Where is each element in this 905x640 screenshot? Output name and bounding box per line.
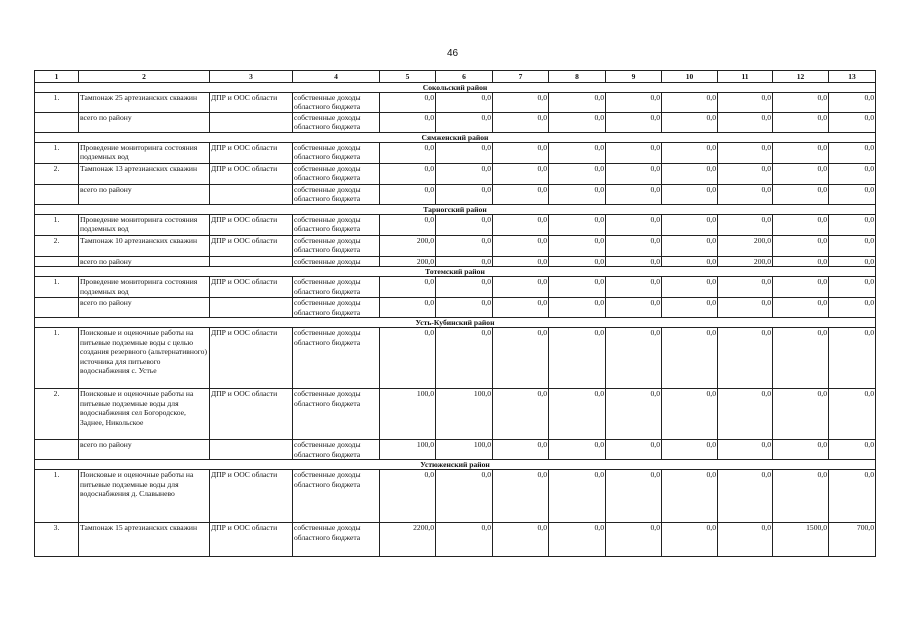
amount-cell: 0,0: [606, 256, 662, 266]
work-name-cell: Проведение мониторинга состояния подземных вод: [79, 277, 210, 298]
row-number-cell: 2.: [35, 163, 79, 184]
amount-cell: 0,0: [662, 523, 718, 557]
amount-cell: 0,0: [493, 214, 549, 235]
amount-cell: 0,0: [829, 298, 876, 318]
amount-cell: 0,0: [829, 277, 876, 298]
amount-cell: 0,0: [549, 523, 606, 557]
amount-cell: 0,0: [380, 184, 436, 204]
funding-source-cell: собственные доходы областного бюджета: [293, 470, 380, 523]
amount-cell: 0,0: [493, 440, 549, 460]
amount-cell: 0,0: [493, 184, 549, 204]
funding-source-cell: собственные доходы областного бюджета: [293, 523, 380, 557]
amount-cell: 0,0: [662, 277, 718, 298]
amount-cell: 0,0: [718, 163, 773, 184]
funding-source-cell: собственные доходы: [293, 256, 380, 266]
table-row: [35, 184, 876, 204]
district-name: Сямженский район: [35, 132, 876, 142]
amount-cell: 0,0: [662, 440, 718, 460]
row-number-cell: [35, 112, 79, 132]
column-header: 12: [773, 71, 829, 83]
amount-cell: 0,0: [773, 256, 829, 266]
amount-cell: 0,0: [436, 235, 493, 256]
work-name-cell: Тампонаж 15 артезианских скважин: [79, 523, 210, 557]
amount-cell: 0,0: [773, 389, 829, 440]
amount-cell: 0,0: [829, 440, 876, 460]
amount-cell: 0,0: [493, 235, 549, 256]
executor-cell: ДПР и ООС области: [210, 142, 293, 163]
amount-cell: 0,0: [493, 163, 549, 184]
funding-source-cell: собственные доходы областного бюджета: [293, 235, 380, 256]
amount-cell: 0,0: [718, 214, 773, 235]
amount-cell: 0,0: [606, 184, 662, 204]
amount-cell: 0,0: [718, 470, 773, 523]
amount-cell: 0,0: [773, 440, 829, 460]
amount-cell: 0,0: [380, 214, 436, 235]
district-header-row: [35, 83, 876, 93]
amount-cell: 0,0: [606, 277, 662, 298]
amount-cell: 0,0: [718, 184, 773, 204]
table-row: [35, 214, 876, 235]
funding-source-cell: собственные доходы областного бюджета: [293, 142, 380, 163]
funding-source-cell: собственные доходы областного бюджета: [293, 298, 380, 318]
row-number-cell: 1.: [35, 328, 79, 389]
amount-cell: 0,0: [549, 142, 606, 163]
executor-cell: [210, 112, 293, 132]
amount-cell: 0,0: [549, 470, 606, 523]
amount-cell: 0,0: [436, 328, 493, 389]
amount-cell: 0,0: [718, 389, 773, 440]
amount-cell: 700,0: [829, 523, 876, 557]
executor-cell: ДПР и ООС области: [210, 523, 293, 557]
amount-cell: 0,0: [773, 277, 829, 298]
amount-cell: 0,0: [718, 277, 773, 298]
district-name: Устюженский район: [35, 460, 876, 470]
amount-cell: 100,0: [436, 389, 493, 440]
amount-cell: 0,0: [436, 470, 493, 523]
amount-cell: 0,0: [380, 328, 436, 389]
amount-cell: 0,0: [718, 440, 773, 460]
amount-cell: 0,0: [662, 298, 718, 318]
column-header: 4: [293, 71, 380, 83]
amount-cell: 0,0: [662, 235, 718, 256]
district-name: Тотемский район: [35, 267, 876, 277]
amount-cell: 0,0: [773, 328, 829, 389]
executor-cell: [210, 184, 293, 204]
row-number-cell: 2.: [35, 389, 79, 440]
amount-cell: 0,0: [773, 142, 829, 163]
amount-cell: 1500,0: [773, 523, 829, 557]
amount-cell: 0,0: [829, 112, 876, 132]
column-header: 8: [549, 71, 606, 83]
amount-cell: 0,0: [493, 470, 549, 523]
amount-cell: 0,0: [829, 214, 876, 235]
amount-cell: 0,0: [606, 142, 662, 163]
amount-cell: 100,0: [380, 389, 436, 440]
table-row: [35, 256, 876, 266]
amount-cell: 0,0: [718, 142, 773, 163]
amount-cell: 0,0: [606, 163, 662, 184]
amount-cell: 0,0: [606, 328, 662, 389]
amount-cell: 0,0: [380, 112, 436, 132]
amount-cell: 0,0: [829, 389, 876, 440]
amount-cell: 0,0: [436, 142, 493, 163]
district-header-row: [35, 318, 876, 328]
amount-cell: 0,0: [718, 298, 773, 318]
district-name: Усть-Кубинский район: [35, 318, 876, 328]
amount-cell: 0,0: [549, 256, 606, 266]
amount-cell: 0,0: [773, 235, 829, 256]
amount-cell: 0,0: [773, 93, 829, 113]
table-row: [35, 389, 876, 440]
amount-cell: 0,0: [549, 112, 606, 132]
work-name-cell: Тампонаж 10 артезианских скважин: [79, 235, 210, 256]
amount-cell: 0,0: [549, 214, 606, 235]
executor-cell: [210, 298, 293, 318]
executor-cell: ДПР и ООС области: [210, 163, 293, 184]
row-number-cell: [35, 184, 79, 204]
table-row: [35, 440, 876, 460]
column-header: 9: [606, 71, 662, 83]
amount-cell: 0,0: [606, 389, 662, 440]
table-body: [35, 71, 876, 557]
amount-cell: 0,0: [829, 256, 876, 266]
amount-cell: 0,0: [436, 214, 493, 235]
amount-cell: 0,0: [380, 470, 436, 523]
amount-cell: 0,0: [829, 184, 876, 204]
amount-cell: 0,0: [662, 112, 718, 132]
funding-source-cell: собственные доходы областного бюджета: [293, 214, 380, 235]
executor-cell: ДПР и ООС области: [210, 277, 293, 298]
amount-cell: 0,0: [773, 163, 829, 184]
amount-cell: 0,0: [829, 470, 876, 523]
amount-cell: 0,0: [773, 470, 829, 523]
work-name-cell: Тампонаж 13 артезианских скважин: [79, 163, 210, 184]
executor-cell: [210, 440, 293, 460]
amount-cell: 100,0: [380, 440, 436, 460]
work-name-cell: Проведение мониторинга состояния подземных вод: [79, 142, 210, 163]
work-name-cell: Поисковые и оценочные работы на питьевые подземные воды для водоснабжения сел Богородское, Заднее, Никольское: [79, 389, 210, 440]
table-row: [35, 142, 876, 163]
amount-cell: 0,0: [718, 112, 773, 132]
amount-cell: 0,0: [549, 163, 606, 184]
amount-cell: 0,0: [773, 184, 829, 204]
column-header: 10: [662, 71, 718, 83]
amount-cell: 0,0: [436, 277, 493, 298]
amount-cell: 200,0: [380, 256, 436, 266]
amount-cell: 0,0: [493, 112, 549, 132]
column-header: 5: [380, 71, 436, 83]
work-name-cell: Тампонаж 25 артезианских скважин: [79, 93, 210, 113]
amount-cell: 0,0: [380, 163, 436, 184]
amount-cell: 0,0: [662, 163, 718, 184]
funding-source-cell: собственные доходы областного бюджета: [293, 163, 380, 184]
amount-cell: 0,0: [829, 163, 876, 184]
amount-cell: 0,0: [493, 298, 549, 318]
amount-cell: 0,0: [549, 440, 606, 460]
column-header: 2: [79, 71, 210, 83]
amount-cell: 0,0: [829, 235, 876, 256]
table-row: [35, 163, 876, 184]
amount-cell: 0,0: [380, 93, 436, 113]
amount-cell: 0,0: [549, 235, 606, 256]
amount-cell: 0,0: [493, 142, 549, 163]
funding-source-cell: собственные доходы областного бюджета: [293, 389, 380, 440]
work-name-cell: всего по району: [79, 298, 210, 318]
amount-cell: 0,0: [436, 298, 493, 318]
executor-cell: ДПР и ООС области: [210, 470, 293, 523]
amount-cell: 0,0: [493, 328, 549, 389]
executor-cell: ДПР и ООС области: [210, 389, 293, 440]
district-name: Сокольский район: [35, 83, 876, 93]
amount-cell: 0,0: [380, 277, 436, 298]
amount-cell: 0,0: [493, 93, 549, 113]
table-row: [35, 93, 876, 113]
amount-cell: 0,0: [549, 389, 606, 440]
funding-source-cell: собственные доходы областного бюджета: [293, 277, 380, 298]
amount-cell: 2200,0: [380, 523, 436, 557]
amount-cell: 0,0: [662, 470, 718, 523]
table-row: [35, 328, 876, 389]
amount-cell: 0,0: [773, 298, 829, 318]
amount-cell: 0,0: [829, 328, 876, 389]
row-number-cell: 1.: [35, 142, 79, 163]
amount-cell: 0,0: [380, 298, 436, 318]
table-row: [35, 298, 876, 318]
amount-cell: 0,0: [549, 184, 606, 204]
amount-cell: 0,0: [718, 523, 773, 557]
amount-cell: 0,0: [436, 523, 493, 557]
funding-source-cell: собственные доходы областного бюджета: [293, 328, 380, 389]
amount-cell: 0,0: [549, 277, 606, 298]
amount-cell: 0,0: [662, 256, 718, 266]
work-name-cell: Поисковые и оценочные работы на питьевые подземные воды с целью создания резервного (альтернативного) источника для питьевого водоснабжения с. Устье: [79, 328, 210, 389]
work-name-cell: Проведение мониторинга состояния подземных вод: [79, 214, 210, 235]
work-name-cell: всего по району: [79, 112, 210, 132]
amount-cell: 0,0: [606, 298, 662, 318]
executor-cell: [210, 256, 293, 266]
row-number-cell: [35, 440, 79, 460]
column-header: 1: [35, 71, 79, 83]
row-number-cell: 2.: [35, 235, 79, 256]
amount-cell: 0,0: [662, 389, 718, 440]
district-name: Тарногский район: [35, 204, 876, 214]
work-name-cell: Поисковые и оценочные работы на питьевые подземные воды для водоснабжения д. Славынево: [79, 470, 210, 523]
funding-source-cell: собственные доходы областного бюджета: [293, 440, 380, 460]
amount-cell: 0,0: [493, 256, 549, 266]
amount-cell: 0,0: [662, 184, 718, 204]
executor-cell: ДПР и ООС области: [210, 93, 293, 113]
funding-source-cell: собственные доходы областного бюджета: [293, 184, 380, 204]
amount-cell: 0,0: [493, 389, 549, 440]
amount-cell: 0,0: [606, 112, 662, 132]
row-number-cell: 1.: [35, 214, 79, 235]
executor-cell: ДПР и ООС области: [210, 214, 293, 235]
amount-cell: 0,0: [718, 328, 773, 389]
amount-cell: 200,0: [718, 256, 773, 266]
row-number-cell: 1.: [35, 277, 79, 298]
amount-cell: 0,0: [829, 93, 876, 113]
district-header-row: [35, 132, 876, 142]
district-header-row: [35, 460, 876, 470]
budget-table: [34, 70, 876, 557]
amount-cell: 0,0: [436, 93, 493, 113]
amount-cell: 0,0: [718, 93, 773, 113]
row-number-cell: [35, 256, 79, 266]
amount-cell: 0,0: [606, 93, 662, 113]
column-number-row: [35, 71, 876, 83]
work-name-cell: всего по району: [79, 256, 210, 266]
amount-cell: 0,0: [662, 142, 718, 163]
amount-cell: 0,0: [606, 523, 662, 557]
amount-cell: 200,0: [718, 235, 773, 256]
amount-cell: 0,0: [436, 256, 493, 266]
table-row: [35, 277, 876, 298]
work-name-cell: всего по району: [79, 184, 210, 204]
district-header-row: [35, 204, 876, 214]
amount-cell: 0,0: [549, 328, 606, 389]
row-number-cell: 1.: [35, 470, 79, 523]
amount-cell: 0,0: [493, 277, 549, 298]
amount-cell: 0,0: [662, 328, 718, 389]
district-header-row: [35, 267, 876, 277]
amount-cell: 0,0: [606, 440, 662, 460]
amount-cell: 0,0: [662, 214, 718, 235]
amount-cell: 0,0: [549, 298, 606, 318]
column-header: 11: [718, 71, 773, 83]
table-row: [35, 470, 876, 523]
row-number-cell: 3.: [35, 523, 79, 557]
amount-cell: 0,0: [662, 93, 718, 113]
amount-cell: 0,0: [606, 214, 662, 235]
amount-cell: 0,0: [549, 93, 606, 113]
amount-cell: 0,0: [436, 184, 493, 204]
column-header: 3: [210, 71, 293, 83]
amount-cell: 0,0: [606, 235, 662, 256]
funding-source-cell: собственные доходы областного бюджета: [293, 112, 380, 132]
amount-cell: 200,0: [380, 235, 436, 256]
table-row: [35, 523, 876, 557]
column-header: 7: [493, 71, 549, 83]
amount-cell: 0,0: [493, 523, 549, 557]
amount-cell: 0,0: [436, 163, 493, 184]
amount-cell: 0,0: [829, 142, 876, 163]
amount-cell: 0,0: [380, 142, 436, 163]
amount-cell: 0,0: [606, 470, 662, 523]
funding-source-cell: собственные доходы областного бюджета: [293, 93, 380, 113]
executor-cell: ДПР и ООС области: [210, 328, 293, 389]
column-header: 6: [436, 71, 493, 83]
amount-cell: 0,0: [773, 112, 829, 132]
work-name-cell: всего по району: [79, 440, 210, 460]
table-row: [35, 112, 876, 132]
amount-cell: 0,0: [436, 112, 493, 132]
row-number-cell: 1.: [35, 93, 79, 113]
row-number-cell: [35, 298, 79, 318]
page-number: 46: [446, 48, 459, 59]
amount-cell: 0,0: [773, 214, 829, 235]
amount-cell: 100,0: [436, 440, 493, 460]
column-header: 13: [829, 71, 876, 83]
executor-cell: ДПР и ООС области: [210, 235, 293, 256]
table-row: [35, 235, 876, 256]
